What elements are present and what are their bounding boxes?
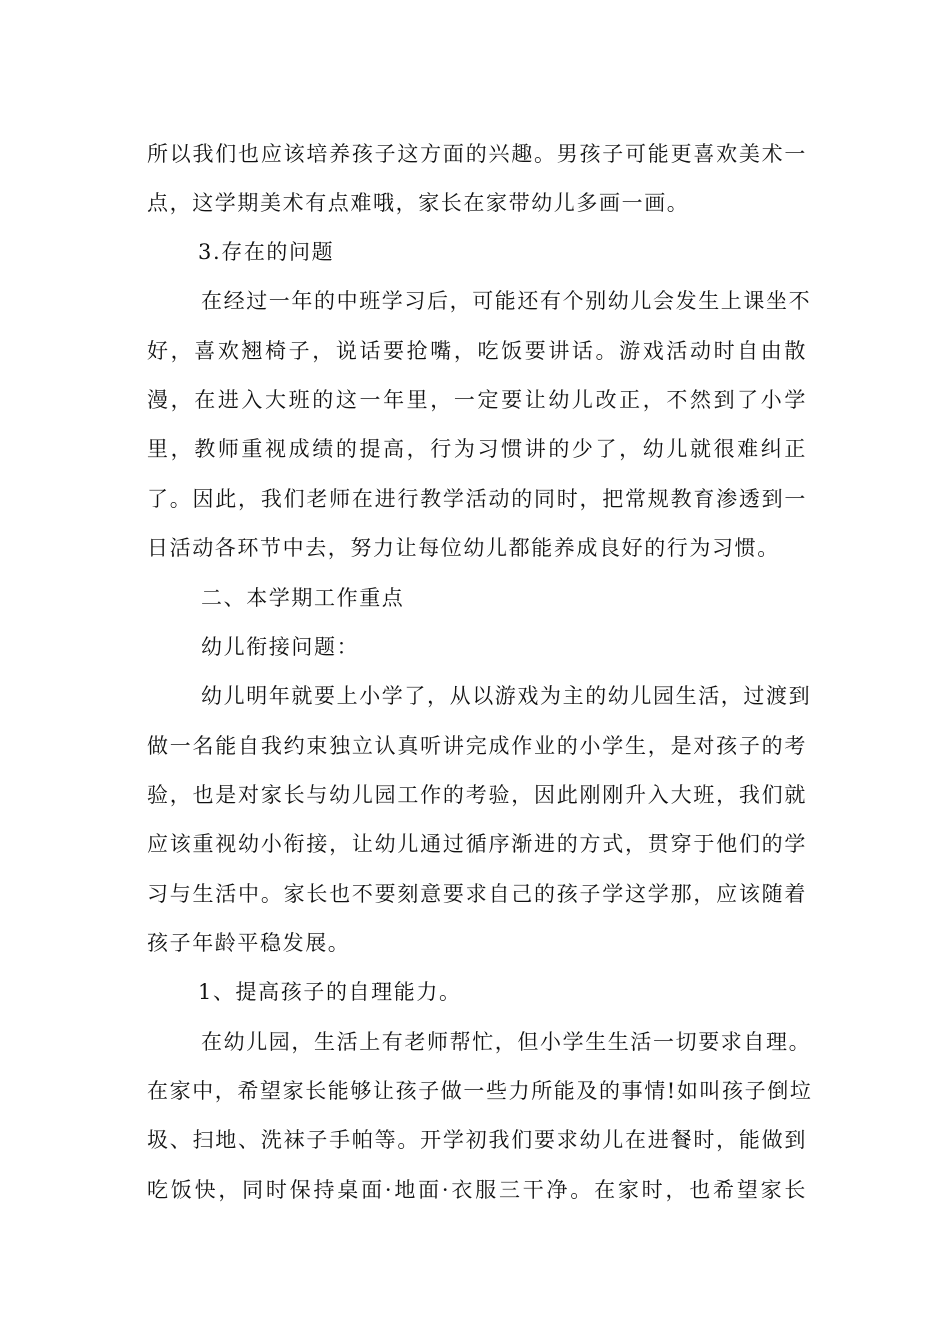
section-heading: 3.存在的问题: [198, 240, 335, 264]
paragraph-line: 幼儿明年就要上小学了，从以游戏为主的幼儿园生活，过渡到: [201, 684, 812, 708]
paragraph-line: 验，也是对家长与幼儿园工作的考验，因此刚刚升入大班，我们就: [147, 783, 807, 807]
paragraph-line: 在幼儿园，生活上有老师帮忙，但小学生生活一切要求自理。: [201, 1030, 812, 1054]
paragraph-line: 吃饭快，同时保持桌面·地面·衣服三干净。在家时，也希望家长: [147, 1178, 807, 1202]
paragraph-line: 圾、扫地、洗袜子手帕等。开学初我们要求幼儿在进餐时，能做到: [147, 1128, 807, 1152]
paragraph-line: 了。因此，我们老师在进行教学活动的同时，把常规教育渗透到一: [147, 487, 807, 511]
paragraph-line: 点，这学期美术有点难哦，家长在家带幼儿多画一画。: [147, 191, 690, 215]
paragraph-line: 孩子年龄平稳发展。: [147, 931, 351, 955]
paragraph-line: 日活动各环节中去，努力让每位幼儿都能养成良好的行为习惯。: [147, 536, 780, 560]
paragraph-line: 应该重视幼小衔接，让幼儿通过循序渐进的方式，贯穿于他们的学: [147, 832, 807, 856]
paragraph-line: 漫，在进入大班的这一年里，一定要让幼儿改正，不然到了小学: [147, 388, 807, 412]
paragraph-line: 在家中，希望家长能够让孩子做一些力所能及的事情!如叫孩子倒垃: [147, 1079, 813, 1103]
paragraph-line: 在经过一年的中班学习后，可能还有个别幼儿会发生上课坐不: [201, 289, 812, 313]
section-heading: 二、本学期工作重点: [201, 586, 405, 610]
paragraph-line: 习与生活中。家长也不要刻意要求自己的孩子学这学那，应该随着: [147, 882, 807, 906]
paragraph-line: 做一名能自我约束独立认真听讲完成作业的小学生，是对孩子的考: [147, 734, 807, 758]
subheading: 幼儿衔接问题：: [201, 635, 360, 659]
paragraph-line: 所以我们也应该培养孩子这方面的兴趣。男孩子可能更喜欢美术一: [147, 142, 807, 166]
section-heading: 1、提高孩子的自理能力。: [198, 980, 462, 1004]
paragraph-line: 好，喜欢翘椅子，说话要抢嘴，吃饭要讲话。游戏活动时自由散: [147, 339, 807, 363]
paragraph-line: 里，教师重视成绩的提高，行为习惯讲的少了，幼儿就很难纠正: [147, 437, 807, 461]
